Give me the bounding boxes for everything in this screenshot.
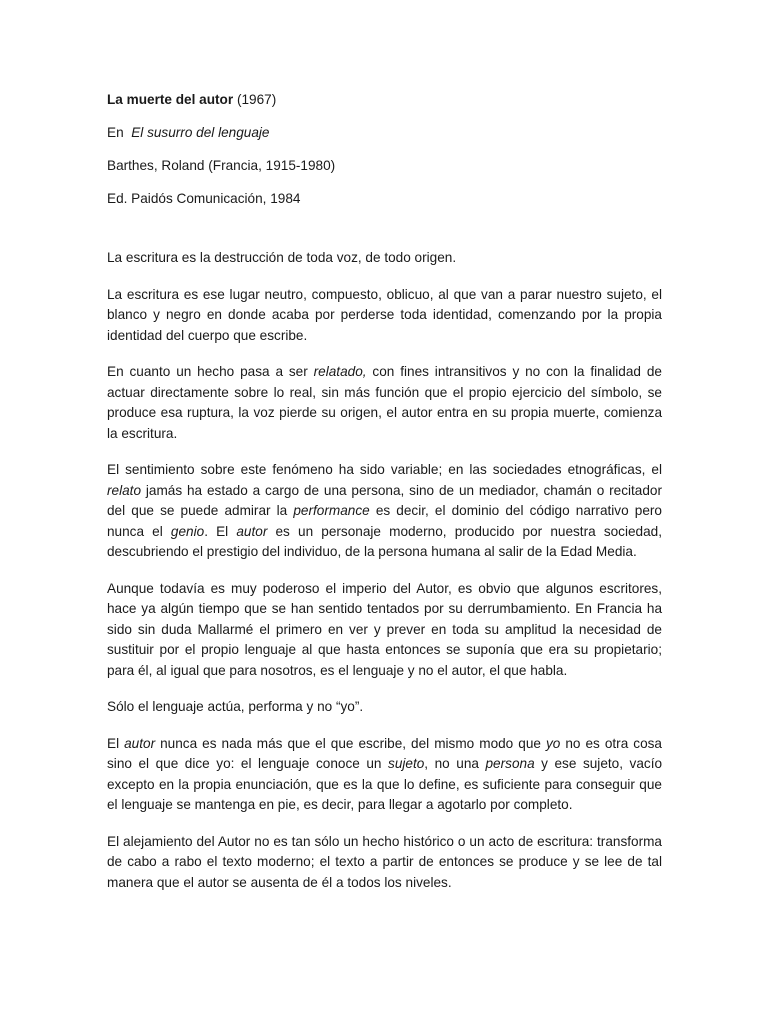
p3-text-a: En cuanto un hecho pasa a ser xyxy=(107,364,308,379)
paragraph-8: El alejamiento del Autor no es tan sólo un hecho histórico o un acto de escritura: transforma de cabo a rabo el texto moderno; el texto a partir de entonces se produce y se lee de tal manera que el autor se ausenta de él a todos los niveles. xyxy=(107,833,662,890)
paragraph-3 xyxy=(107,362,662,444)
document-title: La muerte del autor xyxy=(107,92,234,107)
p7-text-c: nunca es nada más que el que escribe, del mismo modo que xyxy=(160,735,541,751)
p7-text-i: y ese sujeto, vacío excepto en la propia enunciación, que es la que lo define, es suficiente para conseguir que el lenguaje se mantenga en pie, es decir, para llegar a agotarlo por completo. xyxy=(107,756,663,812)
p4-italic-autor: autor xyxy=(236,523,268,539)
p7-italic-sujeto: sujeto xyxy=(388,756,425,771)
title-line xyxy=(107,90,662,110)
p4-italic-genio: genio xyxy=(170,523,205,539)
p7-text-g: , no una xyxy=(424,756,479,771)
p4-text-e: es decir, el dominio del código narrativo pero nunca el xyxy=(107,503,662,539)
source-line xyxy=(107,123,662,143)
p7-text-e: no es otra cosa sino el que dice yo: el lenguaje conoce un xyxy=(107,735,662,771)
paragraph-1: La escritura es la destrucción de toda voz, de todo origen. xyxy=(107,250,457,265)
p4-text-i: es un personaje moderno, producido por nuestra sociedad, descubriendo el prestigio del individuo, de la persona humana al salir de la Edad Media. xyxy=(107,523,663,559)
p4-italic-relato: relato xyxy=(107,482,142,498)
source-prefix: En xyxy=(107,125,124,140)
paragraph-4 xyxy=(107,460,662,563)
p3-text-c: con fines intransitivos y no con la finalidad de actuar directamente sobre lo real, sin más función que el propio ejercicio del símbolo, se produce esa ruptura, la voz pierde su origen, el autor entra en su propia muerte, comienza la escritura. xyxy=(107,364,662,441)
paragraph-6: Sólo el lenguaje actúa, performa y no “yo”. xyxy=(107,699,364,714)
p4-text-g: . El xyxy=(204,523,229,539)
document-year: (1967) xyxy=(236,92,277,107)
p7-italic-autor: autor xyxy=(124,735,156,751)
p4-text-a: El sentimiento sobre este fenómeno ha sido variable; en las sociedades etnográficas, el xyxy=(107,462,662,477)
p7-italic-persona: persona xyxy=(485,756,535,771)
source-book: El susurro del lenguaje xyxy=(131,125,270,140)
paragraph-2: La escritura es ese lugar neutro, compuesto, oblicuo, al que van a parar nuestro sujeto, el blanco y negro en donde acaba por perderse toda identidad, comenzando por la propia identidad del cuerpo que escribe. xyxy=(107,286,662,343)
document-body xyxy=(107,248,662,909)
paragraph-5: Aunque todavía es muy poderoso el imperio del Autor, es obvio que algunos escritores, hace ya algún tiempo que se han sentido tentados por su derrumbamiento. En Francia ha sido sin duda Mallarmé el primero en ver y prever en toda su amplitud la necesidad de sustituir por el propio lenguaje al que hasta entonces se suponía que era su propietario; para él, al igual que para nosotros, es el lenguaje y no el autor, el que habla. xyxy=(107,580,662,678)
edition-line: Ed. Paidós Comunicación, 1984 xyxy=(107,191,301,206)
p3-italic-relatado: relatado, xyxy=(313,364,367,379)
p4-italic-performance: performance xyxy=(293,503,370,518)
paragraph-7 xyxy=(107,734,662,816)
p7-text-a: El xyxy=(107,735,120,751)
p4-text-c: jamás ha estado a cargo de una persona, sino de un mediador, chamán o recitador del que se puede admirar la xyxy=(107,482,662,518)
author-line: Barthes, Roland (Francia, 1915-1980) xyxy=(107,158,336,173)
p7-italic-yo: yo xyxy=(545,735,561,751)
